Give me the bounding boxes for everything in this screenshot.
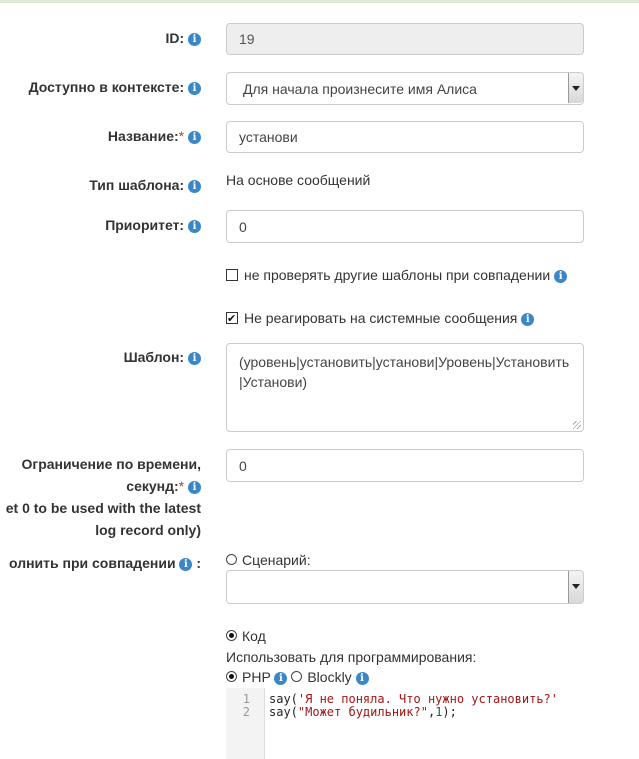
- resize-handle[interactable]: [573, 421, 581, 429]
- id-label: ID: i: [165, 28, 201, 48]
- line-number: 2: [242, 705, 250, 719]
- priority-input[interactable]: 0: [226, 210, 584, 243]
- info-icon[interactable]: i: [188, 82, 201, 95]
- scenario-select[interactable]: [226, 570, 584, 604]
- language-radio-row: PHP i Blockly i: [226, 667, 369, 687]
- blockly-radio[interactable]: [291, 671, 302, 682]
- time-limit-label: Ограничение по времени, секунд:* i et 0 to be used with the latest log record only): [5, 456, 201, 538]
- id-field[interactable]: 19: [226, 23, 584, 55]
- no-check-others-row: не проверять другие шаблоны при совпадении i: [226, 265, 567, 285]
- info-icon[interactable]: i: [521, 313, 534, 326]
- info-icon[interactable]: i: [188, 33, 201, 46]
- name-label: Название:* i: [108, 126, 201, 146]
- scenario-radio[interactable]: [226, 554, 237, 565]
- code-editor[interactable]: [226, 688, 639, 759]
- info-icon[interactable]: i: [188, 131, 201, 144]
- context-select[interactable]: Для начала произнесите имя Алиса: [226, 72, 584, 105]
- template-type-value: На основе сообщений: [226, 172, 371, 188]
- info-icon[interactable]: i: [188, 180, 201, 193]
- info-icon[interactable]: i: [356, 672, 369, 685]
- info-icon[interactable]: i: [188, 481, 201, 494]
- time-limit-input[interactable]: 0: [226, 449, 584, 482]
- on-match-label: олнить при совпадении i :: [9, 555, 201, 571]
- top-border: [0, 0, 639, 3]
- editor-gutter: [226, 688, 265, 759]
- name-input[interactable]: установи: [226, 121, 584, 153]
- line-number: 1: [242, 692, 250, 706]
- scenario-radio-row: Сценарий:: [226, 550, 311, 570]
- context-label: Доступно в контексте: i: [29, 77, 201, 97]
- ignore-system-checkbox[interactable]: [226, 312, 238, 324]
- info-icon[interactable]: i: [188, 352, 201, 365]
- use-for-programming-label: Использовать для программирования:: [226, 649, 477, 665]
- code-line[interactable]: say('Я не поняла. Что нужно установить?': [269, 692, 558, 706]
- template-type-label: Тип шаблона: i: [89, 175, 201, 195]
- required-mark: *: [178, 128, 185, 144]
- ignore-system-row: ✔Не реагировать на системные сообщения i: [226, 308, 534, 328]
- info-icon[interactable]: i: [554, 270, 567, 283]
- info-icon[interactable]: i: [188, 220, 201, 233]
- priority-label: Приоритет: i: [105, 215, 201, 235]
- info-icon[interactable]: i: [179, 558, 192, 571]
- pattern-label: Шаблон: i: [124, 347, 201, 367]
- chevron-down-icon[interactable]: [568, 571, 583, 603]
- chevron-down-icon[interactable]: [568, 73, 583, 103]
- pattern-textarea[interactable]: (уровень|установить|установи|Уровень|Установить|Установи): [226, 343, 584, 432]
- required-mark: *: [178, 478, 185, 494]
- info-icon[interactable]: i: [274, 672, 287, 685]
- no-check-others-checkbox[interactable]: [226, 269, 238, 281]
- code-radio-row: Код: [226, 626, 266, 646]
- code-line[interactable]: say("Может будильник?",1);: [269, 705, 457, 719]
- code-radio[interactable]: [226, 630, 237, 641]
- php-radio[interactable]: [226, 671, 237, 682]
